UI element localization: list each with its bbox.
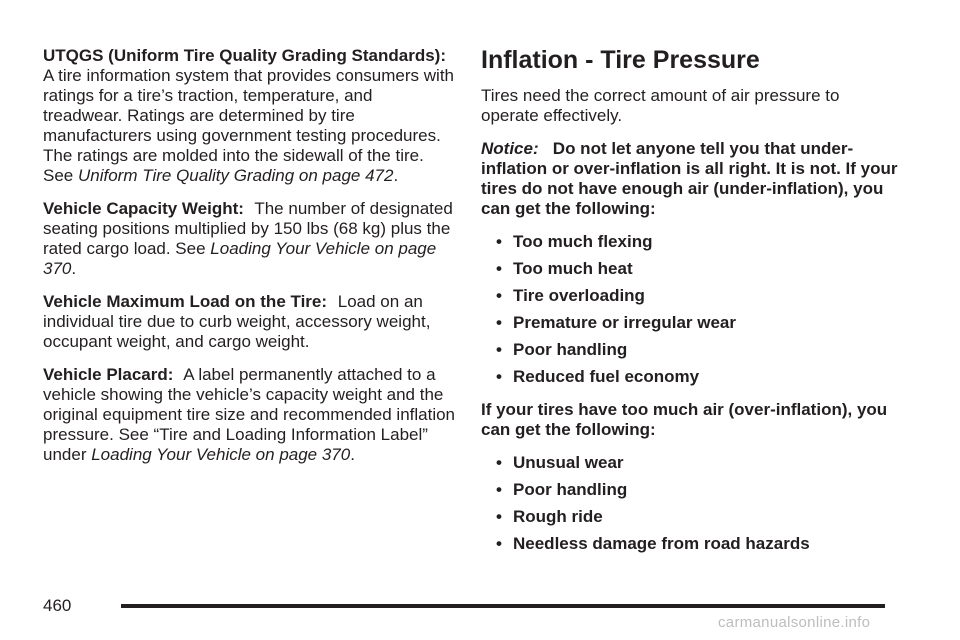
page-number: 460: [43, 596, 72, 615]
list-item: [481, 232, 901, 252]
watermark: carmanualsonline.info: [718, 614, 871, 631]
term-capacity-weight: Vehicle Capacity Weight:: [43, 199, 244, 218]
list-item-text: Reduced fuel economy: [513, 367, 700, 386]
bullet-icon: •: [496, 232, 502, 251]
over-inflation-intro: If your tires have too much air (over-inflation), you can get the following:: [481, 400, 888, 439]
bullet-icon: •: [496, 259, 502, 278]
list-item-text: Too much heat: [513, 259, 633, 278]
notice-text: Do not let anyone tell you that under-inflation or over-inflation is all right. It is not. If your tires do not have enough air (under-inflation), you can get the following:: [481, 139, 898, 218]
notice-label: Notice:: [481, 139, 539, 158]
list-item: [481, 340, 901, 360]
over-inflation-list: [481, 453, 901, 554]
list-item-text: Tire overloading: [513, 286, 645, 305]
period: .: [350, 445, 355, 464]
list-item: [481, 453, 901, 473]
definition-text: A label permanently attached to a vehicle showing the vehicle’s capacity weight and the original equipment tire size and recommended inflation pressure. See “Tire and Loading Information Label” under: [43, 365, 456, 464]
term-utqgs: UTQGS (Uniform Tire Quality Grading Standards):: [43, 46, 447, 65]
list-item: [481, 534, 901, 554]
definition-utqgs: [43, 46, 455, 186]
list-item-text: Unusual wear: [513, 453, 624, 472]
definition-text: Load on an individual tire due to curb weight, accessory weight, occupant weight, and cargo weight.: [43, 292, 431, 351]
list-item: [481, 507, 901, 527]
definition-max-load: [43, 292, 455, 352]
list-item-text: Rough ride: [513, 507, 603, 526]
definition-placard: [43, 365, 455, 465]
bullet-icon: •: [496, 453, 502, 472]
list-item: [481, 313, 901, 333]
list-item-text: Premature or irregular wear: [513, 313, 736, 332]
list-item-text: Needless damage from road hazards: [513, 534, 810, 553]
list-item: [481, 259, 901, 279]
section-heading: Inflation - Tire Pressure: [481, 46, 760, 74]
list-item: [481, 286, 901, 306]
bullet-icon: •: [496, 507, 502, 526]
bullet-icon: •: [496, 367, 502, 386]
right-column: [481, 46, 901, 567]
term-max-load: Vehicle Maximum Load on the Tire:: [43, 292, 328, 311]
intro-paragraph: Tires need the correct amount of air pressure to operate effectively.: [481, 86, 840, 125]
bullet-icon: •: [496, 313, 502, 332]
cross-reference: Loading Your Vehicle on page 370: [91, 445, 351, 464]
footer-rule: [121, 604, 885, 608]
term-placard: Vehicle Placard:: [43, 365, 174, 384]
list-item-text: Poor handling: [513, 480, 628, 499]
cross-reference: Loading Your Vehicle on page 370: [43, 239, 437, 278]
left-column: [43, 46, 455, 478]
list-item-text: Too much flexing: [513, 232, 653, 251]
under-inflation-list: [481, 232, 901, 387]
definition-text: The number of designated seating positions multiplied by 150 lbs (68 kg) plus the rated cargo load. See: [43, 199, 453, 258]
bullet-icon: •: [496, 340, 502, 359]
definition-capacity-weight: [43, 199, 455, 279]
list-item: [481, 367, 901, 387]
bullet-icon: •: [496, 534, 502, 553]
list-item-text: Poor handling: [513, 340, 628, 359]
bullet-icon: •: [496, 480, 502, 499]
bullet-icon: •: [496, 286, 502, 305]
notice-paragraph: [481, 139, 901, 219]
definition-text: A tire information system that provides consumers with ratings for a tire’s traction, temperature, and treadwear. Ratings are determined by tire manufacturers using government testing procedures. The ratings are molded into the sidewall of the tire. See: [43, 66, 454, 185]
list-item: [481, 480, 901, 500]
cross-reference: Uniform Tire Quality Grading on page 472: [77, 166, 394, 185]
period: .: [71, 259, 77, 278]
period: .: [393, 166, 399, 185]
